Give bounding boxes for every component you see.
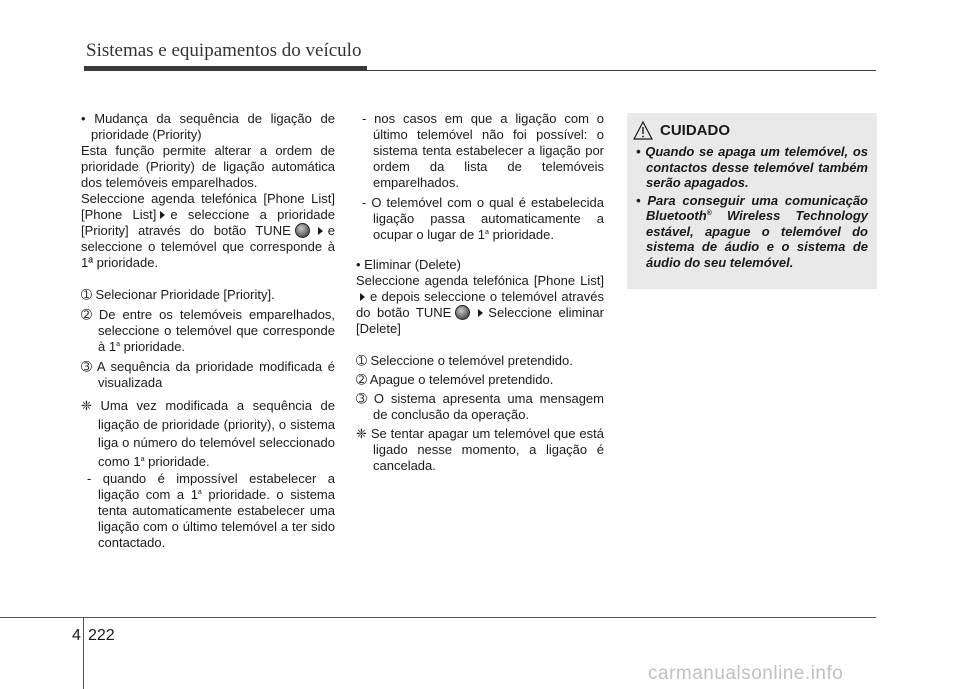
header-rule <box>367 70 876 71</box>
caution-item-2-text: • Para conseguir uma comunicação Bluetooth <box>636 192 868 223</box>
arrow-right-icon <box>360 293 365 301</box>
priority-dash-1 <box>81 471 335 551</box>
priority-steps-paragraph <box>81 191 335 271</box>
priority-note <box>81 397 335 471</box>
warning-triangle-icon <box>632 120 654 142</box>
footer-rule <box>0 617 876 618</box>
watermark: carmanualsonline.info <box>648 663 844 684</box>
caution-item-1: • Quando se apaga um telemóvel, os contactos desse telemóvel também serão apagados. <box>636 144 868 190</box>
priority-step-2 <box>81 307 335 355</box>
priority-dash-2: - nos casos em que a ligação com o último telemóvel não foi possível: o sistema tenta estabelecer a ligação por ordem da lista de telemóveis emparelhados. <box>362 111 604 190</box>
caution-item-2-tail: Wireless Technology estável, apague o telemóvel do sistema de áudio e o sistema de áudio do seu telemóvel. <box>646 208 868 270</box>
priority-dash-1-text: - quando é impossível estabelecer a ligação com a 1 <box>87 471 335 502</box>
priority-note-tail: prioridade. <box>148 453 210 469</box>
superscript-a: a <box>116 341 120 348</box>
priority-step-2-text: ➁ De entre os telemóveis emparelhados, seleccione o telemóvel que corresponde à 1 <box>81 307 335 354</box>
priority-intro-paragraph: Esta função permite alterar a ordem de prioridade (Priority) de ligação automática dos telemóveis emparelhados. <box>81 143 335 190</box>
tune-knob-icon <box>455 305 470 320</box>
spacer <box>356 337 604 353</box>
priority-dash-3-tail: prioridade. <box>492 227 554 242</box>
priority-dash-3-text: - O telemóvel com o qual é estabelecida ligação passa automaticamente a ocupar o lugar de 1 <box>362 195 604 242</box>
header-bar <box>84 66 367 71</box>
delete-step-3: ➂ O sistema apresenta uma mensagem de conclusão da operação. <box>356 391 604 422</box>
page-number: 222 <box>88 627 115 644</box>
priority-step-3: ➂ A sequência da prioridade modificada é visualizada <box>81 359 335 390</box>
delete-step-2: ➁ Apague o telemóvel pretendido. <box>356 372 554 387</box>
delete-steps-text-2: e depois seleccione o telemóvel através do botão TUNE <box>356 289 604 320</box>
caution-title: CUIDADO <box>660 122 730 139</box>
arrow-right-icon <box>160 211 165 219</box>
arrow-right-icon <box>318 227 323 235</box>
priority-step-2-tail: prioridade. <box>123 339 186 354</box>
priority-dash-3 <box>356 195 604 243</box>
delete-note: ❈ Se tentar apagar um telemóvel que está ligado nesse momento, a ligação é cancelada. <box>356 426 604 473</box>
caution-item-2 <box>636 193 868 271</box>
delete-steps-text-1: Seleccione agenda telefónica [Phone List] <box>356 273 604 288</box>
superscript-a: a <box>197 489 202 496</box>
priority-change-bullet: • Mudança da sequência de ligação de prioridade (Priority) <box>81 111 335 142</box>
arrow-right-icon <box>478 309 483 317</box>
priority-steps-text-3: e seleccione o telemóvel que corresponde à 1ª prioridade. <box>81 223 335 270</box>
priority-steps-text-2: e seleccione a prioridade [Priority] através do botão TUNE <box>81 207 335 238</box>
superscript-a: a <box>140 455 145 463</box>
caution-body <box>636 144 868 272</box>
priority-note-text: ❈ Uma vez modificada a sequência de ligação de prioridade (priority), o sistema liga o número do telemóvel seleccionado como 1 <box>81 398 335 469</box>
spacer <box>81 271 335 287</box>
tune-knob-icon <box>295 223 310 238</box>
superscript-a: a <box>485 229 489 236</box>
footer-divider <box>83 617 84 689</box>
page-header-title: Sistemas e equipamentos do veículo <box>86 40 362 61</box>
delete-step-1: ➀ Seleccione o telemóvel pretendido. <box>356 353 573 368</box>
left-column <box>81 111 335 551</box>
priority-dash-1-tail: prioridade. o sistema tenta automaticamente estabelecer uma ligação com o último telemóvel a ter sido contactado. <box>98 487 335 550</box>
delete-steps-paragraph <box>356 273 604 337</box>
delete-steps-text-3: Seleccione eliminar [Delete] <box>356 305 604 336</box>
chapter-number: 4 <box>72 627 81 644</box>
priority-steps-text-1: Seleccione agenda telefónica [Phone List] [Phone List] <box>81 191 335 222</box>
middle-column <box>356 111 604 474</box>
priority-step-1: ➀ Selecionar Prioridade [Priority]. <box>81 287 275 302</box>
registered-mark: ® <box>706 210 712 217</box>
delete-bullet: • Eliminar (Delete) <box>356 257 461 272</box>
